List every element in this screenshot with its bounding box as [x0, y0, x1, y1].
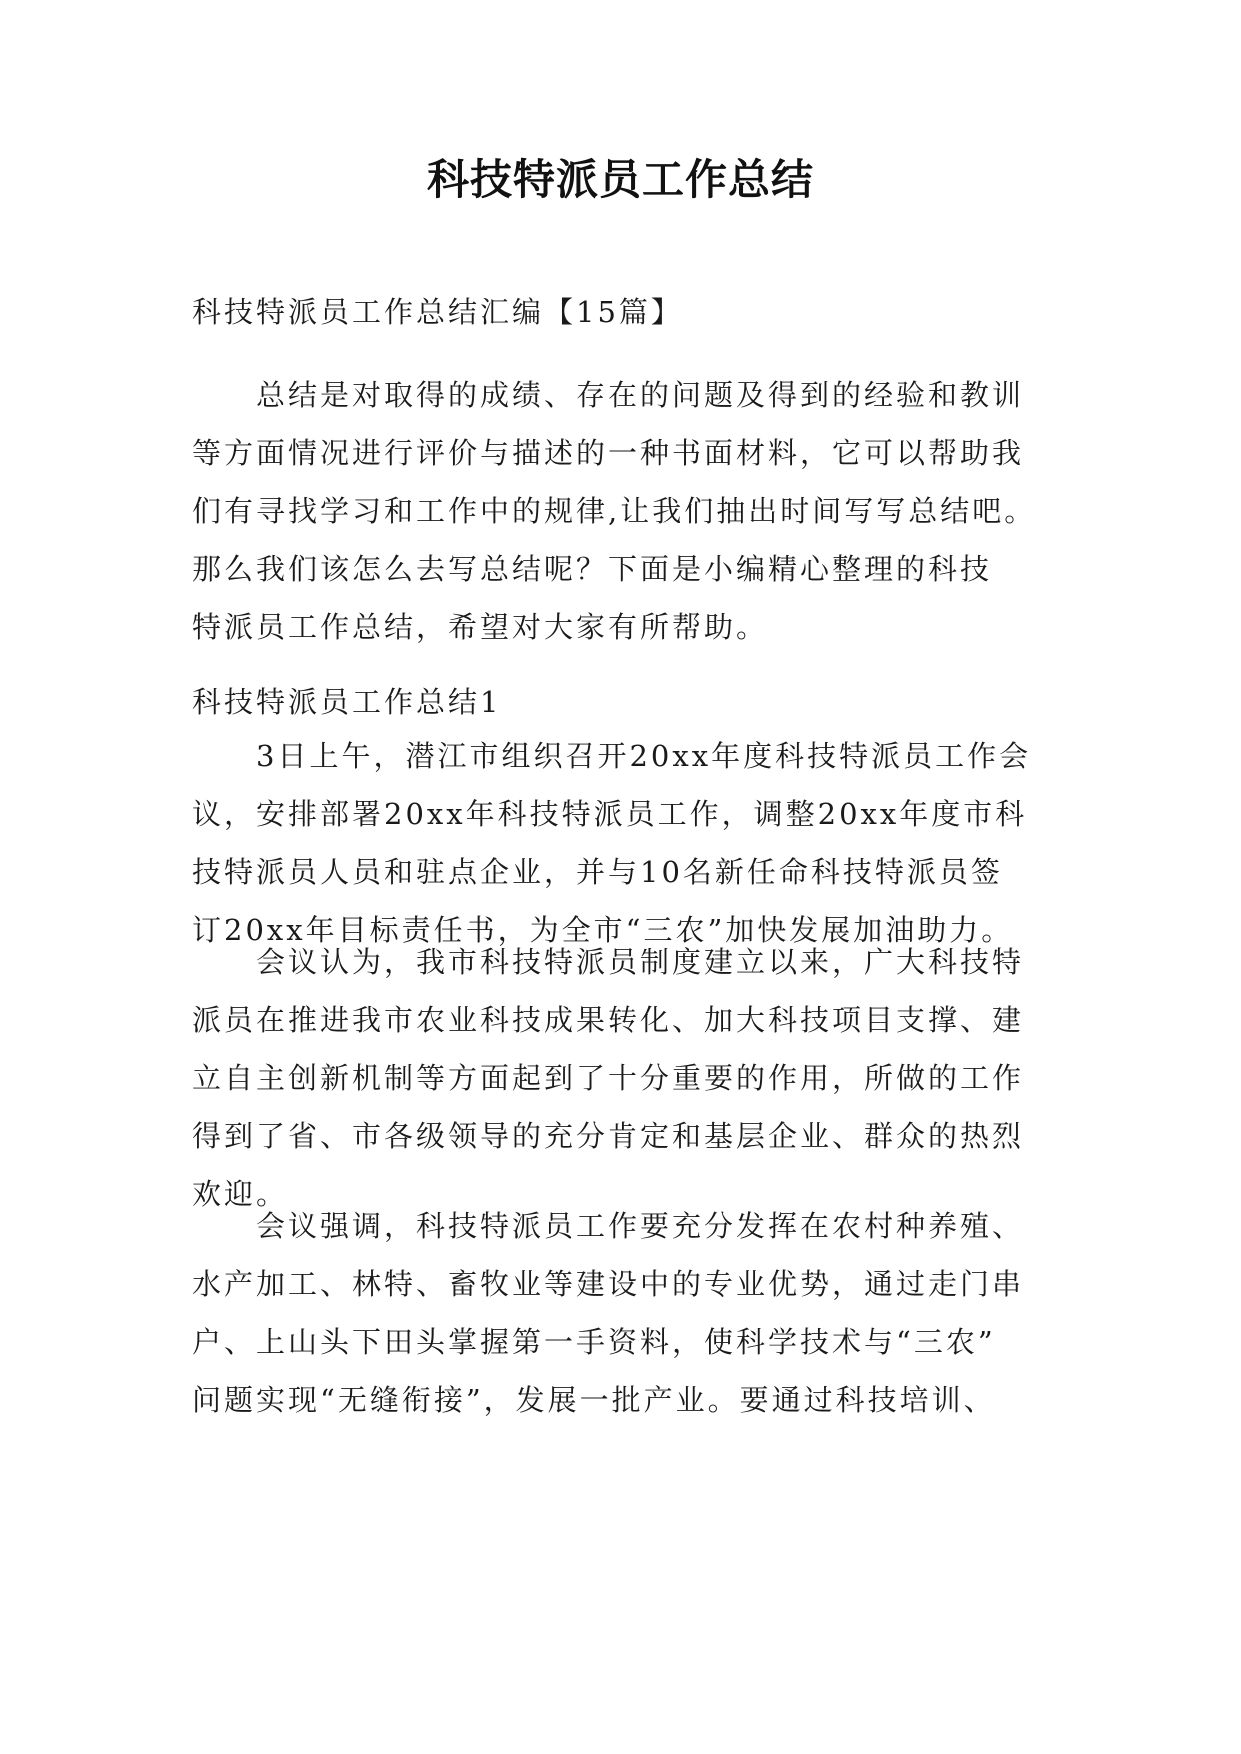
intro-paragraph: [192, 366, 1072, 656]
paragraph-line: 议，安排部署20xx年科技特派员工作，调整20xx年度市科: [192, 797, 1028, 831]
section-heading: 科技特派员工作总结1: [192, 685, 502, 719]
intro-line: 总结是对取得的成绩、存在的问题及得到的经验和教训: [256, 378, 1025, 412]
paragraph-line: 3日上午，潜江市组织召开20xx年度科技特派员工作会: [256, 739, 1032, 773]
paragraph-line: 水产加工、林特、畜牧业等建设中的专业优势，通过走门串: [192, 1267, 1025, 1301]
section1-paragraph-1: [192, 727, 1072, 959]
paragraph-line: 得到了省、市各级领导的充分肯定和基层企业、群众的热烈: [192, 1119, 1025, 1153]
paragraph-line: 会议强调，科技特派员工作要充分发挥在农村种养殖、: [256, 1209, 1025, 1243]
intro-line: 那么我们该怎么去写总结呢？下面是小编精心整理的科技: [192, 552, 993, 586]
paragraph-line: 派员在推进我市农业科技成果转化、加大科技项目支撑、建: [192, 1003, 1025, 1037]
paragraph-line: 会议认为，我市科技特派员制度建立以来，广大科技特: [256, 945, 1025, 979]
paragraph-line: 问题实现“无缝衔接”，发展一批产业。要通过科技培训、: [192, 1383, 996, 1417]
paragraph-line: 技特派员人员和驻点企业，并与10名新任命科技特派员签: [192, 855, 1003, 889]
paragraph-line: 户、上山头下田头掌握第一手资料，使科学技术与“三农”: [192, 1325, 996, 1359]
intro-line: 特派员工作总结，希望对大家有所帮助。: [192, 610, 769, 644]
paragraph-line: 立自主创新机制等方面起到了十分重要的作用，所做的工作: [192, 1061, 1025, 1095]
intro-line: 们有寻找学习和工作中的规律,让我们抽出时间写写总结吧。: [192, 494, 1037, 528]
section1-paragraph-2: [192, 933, 1072, 1223]
paragraph-line: 欢迎。: [192, 1177, 289, 1211]
document-title: 科技特派员工作总结: [426, 155, 814, 204]
intro-line: 等方面情况进行评价与描述的一种书面材料，它可以帮助我: [192, 436, 1025, 470]
document-subtitle: 科技特派员工作总结汇编【15篇】: [192, 295, 683, 329]
paragraph-line: 订20xx年目标责任书，为全市“三农”加快发展加油助力。: [192, 913, 1014, 947]
section1-paragraph-3: [192, 1197, 1072, 1429]
